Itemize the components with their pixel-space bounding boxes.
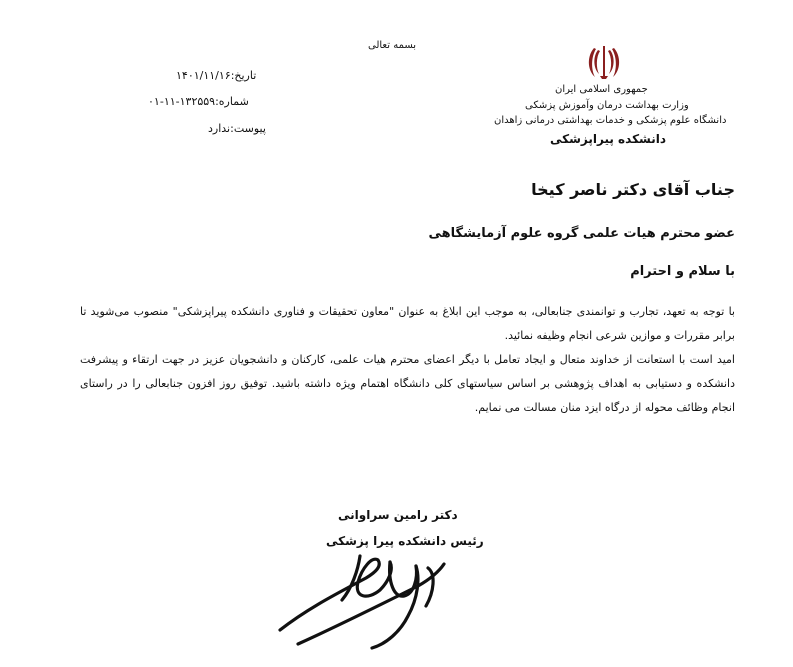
iran-emblem-icon	[584, 42, 624, 82]
attachment-line	[208, 122, 266, 135]
recipient-position: عضو محترم هیات علمی گروه علوم آزمایشگاهی	[428, 226, 735, 241]
attachment-value: ندارد	[208, 122, 231, 135]
body-paragraph-2: امید است با استعانت از خداوند متعال و ایجاد تعامل با دیگر اعضای محترم هیات علمی، کارکنان و دانشجویان عزیز در جهت ارتقاء و پیشرفت دانشکده و دستیابی به اهداف پژوهشی بر اساس سیاستهای کلی دانشگاه اهتمام ویژه داشته باشید. توفیق روز افزون جنابعالی را در راستای انجام وظائف محوله از درگاه ایزد منان مسالت می نمایم.	[80, 353, 735, 414]
number-line	[148, 95, 249, 108]
org-ministry: وزارت بهداشت درمان وآموزش پزشکی	[525, 100, 689, 111]
org-university: دانشگاه علوم پزشکی و خدمات بهداشتی درمانی زاهدان	[494, 115, 727, 126]
org-country: جمهوری اسلامی ایران	[555, 84, 648, 95]
signatory-name: دکتر رامین سراوانی	[338, 508, 458, 522]
number-value: ۱۳۲۵۵۹-۱۱-۰۱	[148, 95, 216, 108]
org-faculty: دانشکده پیراپزشکی	[550, 132, 667, 146]
number-label: شماره:	[215, 95, 249, 108]
date-value: ۱۴۰۱/۱۱/۱۶	[176, 69, 231, 82]
date-label: تاریخ:	[230, 69, 257, 82]
handwritten-signature-icon	[268, 548, 468, 653]
recipient-name: جناب آقای دکتر ناصر کیخا	[531, 180, 735, 199]
basmala: بسمه تعالی	[368, 40, 417, 51]
letter-body	[80, 300, 735, 420]
signatory-title: رئیس دانشکده پیرا پزشکی	[326, 534, 484, 548]
salutation: با سلام و احترام	[630, 264, 735, 279]
attachment-label: پیوست:	[230, 122, 266, 135]
body-paragraph-1: با توجه به تعهد، تجارب و توانمندی جنابعالی، به موجب این ابلاغ به عنوان "معاون تحقیقات و فناوری دانشکده پیراپزشکی" منصوب می‌شوید تا برابر مقررات و موازین شرعی انجام وظیفه نمائید.	[80, 305, 735, 342]
date-line	[176, 69, 256, 82]
